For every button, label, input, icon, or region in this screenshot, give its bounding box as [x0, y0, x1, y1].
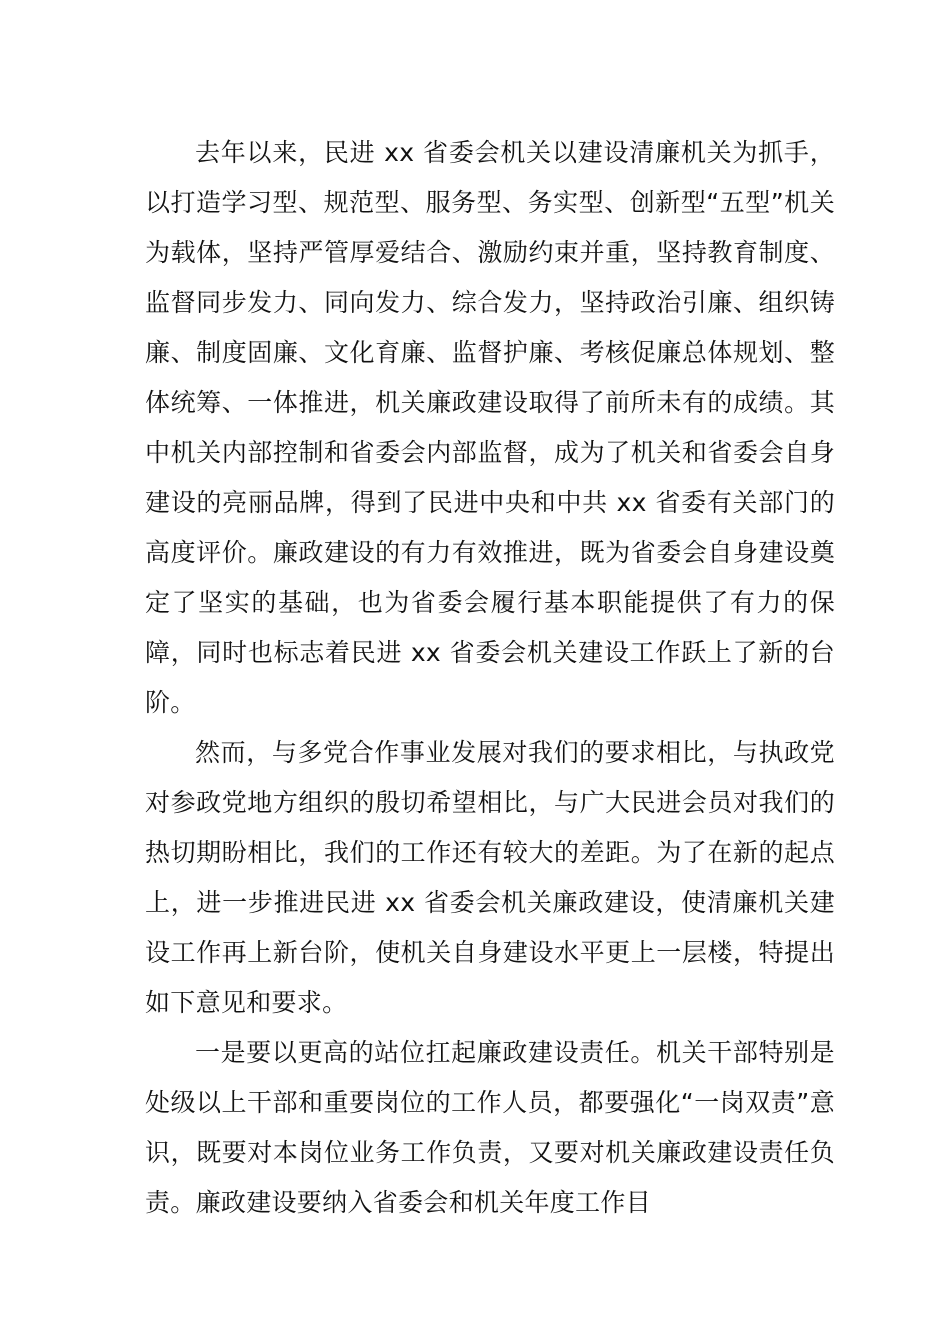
paragraph-2: 然而，与多党合作事业发展对我们的要求相比，与执政党对参政党地方组织的殷切希望相比，与广大民进会员对我们的热切期盼相比，我们的工作还有较大的差距。为了在新的起点上，进一步推进民进 xx 省委会机关廉政建设，使清廉机关建设工作再上新台阶，使机关自身建设水平更上一层楼，特提出如下意见和要求。	[145, 738, 835, 1017]
document-body	[145, 128, 835, 1228]
paragraph-1: 去年以来，民进 xx 省委会机关以建设清廉机关为抓手，以打造学习型、规范型、服务型、务实型、创新型“五型”机关为载体，坚持严管厚爱结合、激励约束并重，坚持教育制度、监督同步发力、同向发力、综合发力，坚持政治引廉、组织铸廉、制度固廉、文化育廉、监督护廉、考核促廉总体规划、整体统筹、一体推进，机关廉政建设取得了前所未有的成绩。其中机关内部控制和省委会内部监督，成为了机关和省委会自身建设的亮丽品牌，得到了民进中央和中共 xx 省委有关部门的高度评价。廉政建设的有力有效推进，既为省委会自身建设奠定了坚实的基础，也为省委会履行基本职能提供了有力的保障，同时也标志着民进 xx 省委会机关建设工作跃上了新的台阶。	[145, 138, 835, 717]
paragraph-3: 一是要以更高的站位扛起廉政建设责任。机关干部特别是处级以上干部和重要岗位的工作人员，都要强化“一岗双责”意识，既要对本岗位业务工作负责，又要对机关廉政建设责任负责。廉政建设要纳入省委会和机关年度工作目	[145, 1038, 835, 1217]
